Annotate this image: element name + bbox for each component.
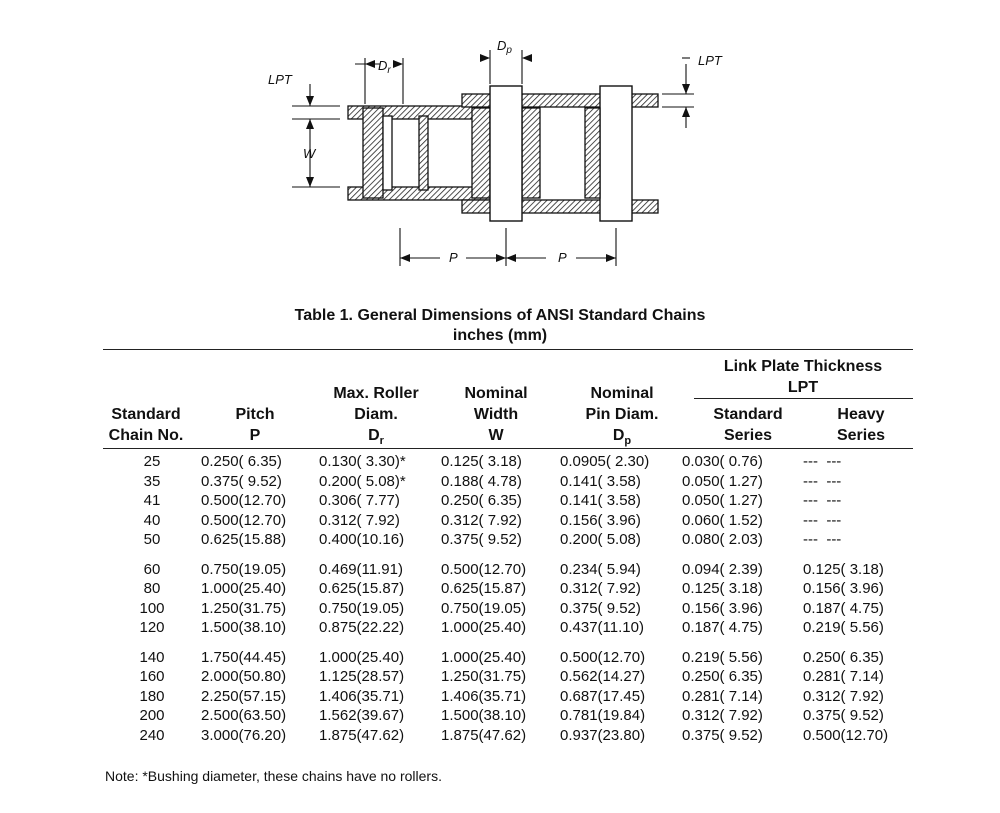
table-cell: 1.406(35.71) [441,687,527,705]
table-cell: 0.500(12.70) [441,560,527,578]
table-row [103,667,913,687]
table-cell: 0.750(19.05) [201,560,287,578]
table-cell: 40 [143,511,161,529]
roller-middle-right [522,108,540,198]
table-cell: 0.312( 7.92) [441,511,522,529]
header-group-lpt: Link Plate Thickness LPT [723,358,883,396]
table-cell: --- --- [803,531,842,548]
table-cell: 0.562(14.27) [560,668,646,685]
table-cell: 0.500(12.70) [201,492,287,509]
table-cell: 0.094( 2.39) [682,560,763,578]
table-cell: 1.562(39.67) [319,707,405,724]
table-note: Note: *Bushing diameter, these chains have no rollers. [105,768,442,784]
table-cell: 1.500(38.10) [201,619,287,636]
table-cell: 0.625(15.87) [319,580,405,597]
group-rule [694,398,913,399]
table-cell: 0.188( 4.78) [441,472,522,490]
table-cell: 1.500(38.10) [441,707,527,724]
table-cell: 1.125(28.57) [319,668,405,685]
table-row [103,726,913,746]
table-cell: 25 [143,453,161,470]
table-cell: 0.750(19.05) [319,599,405,617]
table-cell: 0.400(10.16) [319,531,405,548]
table-cell: 0.250( 6.35) [201,453,282,470]
table-cell: 0.781(19.84) [560,707,646,724]
header-width: Nominal Width W [464,385,528,444]
table-cell: 1.000(25.40) [441,648,527,666]
table-cell: 0.250( 6.35) [441,492,522,509]
table-cell: 1.000(25.40) [319,648,405,666]
table-cell: 0.0905( 2.30) [560,453,650,470]
group-spacer [103,638,913,648]
table-cell: 0.125( 3.18) [441,453,522,470]
table-row [103,452,913,472]
table-cell: 0.219( 5.56) [803,619,884,636]
table-cell: 0.375( 9.52) [441,531,522,548]
table-cell: 80 [143,580,161,597]
table-cell: 0.375( 9.52) [803,707,884,724]
label-lpt-left: LPT [268,72,292,87]
label-lpt-right: LPT [698,53,722,68]
table-cell: 0.080( 2.03) [682,531,763,548]
label-w: W [303,146,316,161]
table-row [103,511,913,531]
table-cell: 0.312( 7.92) [560,580,641,597]
header-pin-diam: Nominal Pin Diam. $D_p$ [585,385,659,448]
label-dr: $D_r$ [378,58,391,76]
table-cell: 0.187( 4.75) [682,619,763,636]
table-cell: 0.219( 5.56) [682,648,763,666]
table-cell: 0.200( 5.08)* [319,472,406,490]
table-cell: 0.125( 3.18) [682,580,763,597]
table-caption [0,306,1000,346]
table-cell: 50 [143,531,161,548]
table-cell: 1.406(35.71) [319,687,405,705]
table-cell: 0.375( 9.52) [682,726,763,744]
roller-left [363,108,383,198]
table-cell: 1.250(31.75) [201,599,287,617]
table-cell: 100 [139,599,165,617]
table-cell: 0.875(22.22) [319,619,405,636]
table-cell: 0.156( 3.96) [560,511,641,529]
table-cell: 0.500(12.70) [803,726,889,744]
table-cell: 2.500(63.50) [201,707,287,724]
table-cell: 0.625(15.87) [441,580,527,597]
top-rule [103,349,913,350]
table-cell: 0.312( 7.92) [319,511,400,529]
label-p-right: P [558,250,567,265]
table-cell: 0.375( 9.52) [201,472,282,490]
table-cell: 0.312( 7.92) [803,687,884,705]
table-cell: --- --- [803,492,842,509]
table-row [103,648,913,668]
roller-chain-diagram [0,0,1000,290]
label-dp: $D_p$ [497,38,512,56]
table-cell: 0.234( 5.94) [560,560,641,578]
table-cell: 0.060( 1.52) [682,511,763,529]
table-cell: 0.030( 0.76) [682,453,763,470]
header-chain-no: Standard Chain No. [108,406,184,444]
table-cell: 0.937(23.80) [560,726,646,744]
table-row [103,706,913,726]
table-cell: 0.187( 4.75) [803,599,884,617]
table-cell: 0.200( 5.08) [560,531,641,548]
table-cell: 1.750(44.45) [201,648,287,666]
table-cell: 0.469(11.91) [319,560,403,578]
roller-middle [472,108,490,198]
table-row [103,472,913,492]
table-row [103,579,913,599]
table-row [103,618,913,638]
header-rule [103,448,913,449]
table-cell: 0.500(12.70) [201,511,287,529]
table-cell: 0.750(19.05) [441,599,527,617]
table-units: inches (mm) [452,327,548,344]
table-cell: 0.250( 6.35) [682,668,763,685]
header-roller-diam: Max. Roller Diam. $D_r$ [333,385,419,448]
table-cell: 140 [139,648,165,666]
bushing-left [383,116,392,190]
table-cell: 120 [139,619,165,636]
table-cell: 0.625(15.88) [201,531,287,548]
table-cell: 0.130( 3.30)* [319,453,406,470]
table-cell: 0.050( 1.27) [682,472,763,490]
table-cell: 240 [139,726,165,744]
table-cell: 60 [143,560,161,578]
table-cell: 0.156( 3.96) [803,580,884,597]
table-cell: --- --- [803,472,842,490]
table-cell: 1.000(25.40) [441,619,527,636]
table-cell: 0.125( 3.18) [803,560,884,578]
table-cell: 0.306( 7.77) [319,492,400,509]
roller-left-inner [419,116,428,190]
chain-dimensions-table [103,452,913,745]
table-cell: 35 [143,472,161,490]
table-cell: 180 [139,687,165,705]
table-cell: --- --- [803,511,842,529]
table-cell: 2.250(57.15) [201,687,287,705]
table-cell: 0.312( 7.92) [682,707,763,724]
table-cell: 0.375( 9.52) [560,599,641,617]
table-cell: 160 [139,668,165,685]
table-cell: 0.141( 3.58) [560,472,641,490]
group-spacer [103,550,913,560]
label-p-left: P [449,250,458,265]
table-cell: 0.050( 1.27) [682,492,763,509]
table-cell: 0.250( 6.35) [803,648,884,666]
table-cell: 200 [139,707,165,724]
table-cell: --- --- [803,453,842,470]
table-row [103,491,913,511]
table-cell: 3.000(76.20) [201,726,287,744]
table-cell: 0.281( 7.14) [803,668,884,685]
pin-right [600,86,632,221]
table-title: Table 1. General Dimensions of ANSI Standard Chains [294,307,706,324]
header-standard-series: Standard Series [713,406,783,444]
table-row [103,687,913,707]
table-cell: 1.875(47.62) [441,726,527,744]
table-cell: 0.437(11.10) [560,619,644,636]
table-cell: 1.250(31.75) [441,668,527,685]
header-pitch: Pitch P [235,406,275,444]
table-cell: 0.500(12.70) [560,648,646,666]
table-row [103,560,913,580]
roller-right [585,108,600,198]
table-row [103,599,913,619]
table-cell: 41 [143,492,161,509]
table-cell: 1.000(25.40) [201,580,287,597]
header-heavy-series: Heavy Series [836,406,886,444]
pin-middle [490,86,522,221]
table-cell: 0.281( 7.14) [682,687,763,705]
table-cell: 0.141( 3.58) [560,492,641,509]
table-row [103,530,913,550]
table-cell: 0.687(17.45) [560,687,646,705]
table-cell: 0.156( 3.96) [682,599,763,617]
table-cell: 1.875(47.62) [319,726,405,744]
table-cell: 2.000(50.80) [201,668,287,685]
